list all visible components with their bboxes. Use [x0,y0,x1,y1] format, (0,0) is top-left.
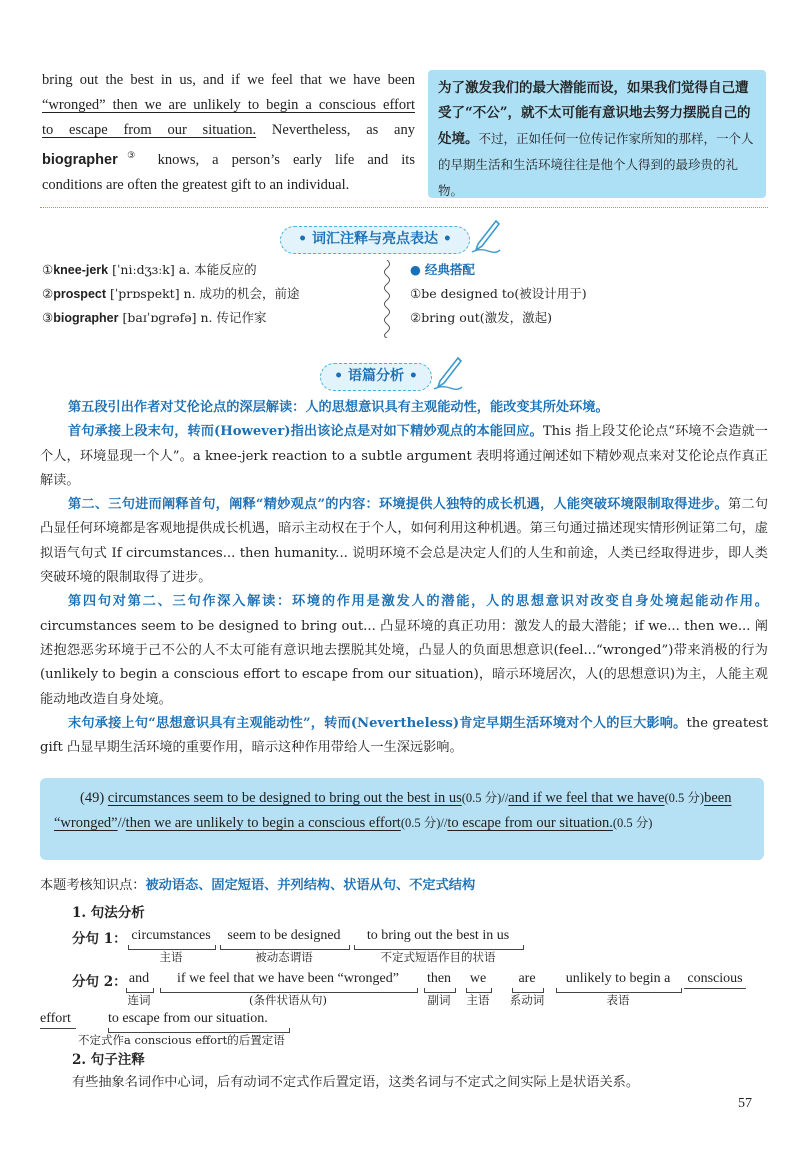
analysis-paragraph [40,712,768,761]
passage-line [42,93,415,118]
clause-label: 不定式作a conscious effort的后置定语 [78,1033,285,1047]
clause-part: effort [40,1011,71,1026]
translation-rest: 不过，正如任何一位传记作家所知的那样，一个人的早期生活和生活环境往往是他个人得到的最珍贵的礼物。 [438,131,754,198]
analysis-highlight: 第四句对第二、三句作深入解读：环境的作用是激发人的潜能，人的思想意识对改变自身处境起能动作用。 [68,594,768,610]
clause-part: if we feel that we have been “wronged” [177,971,399,986]
score: (0.5 分) [664,791,705,805]
pen-icon [470,218,502,254]
vocab-word: prospect [53,287,107,301]
analysis-body: 第二句凸显任何环境都是客观地提供成长机遇，暗示主动权在于个人，如何利用这种机遇。第三句通过描述现实情形例证第二句，虚拟语气句式 If circumstances... then humanity... 说明环境不会总是决定人们的人生和前途，人类已经取得进步，即人类突破环境的限制取得了进步。 [40,497,769,586]
clause-1-label: 分句 1： [72,931,127,947]
passage-line [42,143,415,173]
analysis-body: the greatest gift 凸显早期生活环境的重要作用，暗示这种作用带给人一生深远影响。 [40,715,768,756]
vocab-definition: [ˈprɒspekt] n. 成功的机会，前途 [106,286,300,301]
collocation-item: ①be designed to(被设计用于) [410,286,587,301]
analysis-highlight: 末句承接上句“思想意识具有主观能动性”，转而(Nevertheless)肯定早期生活环境对个人的巨大影响。 [68,715,687,731]
page-number: 57 [738,1096,752,1111]
analysis-banner [320,363,432,391]
section-divider [40,207,768,208]
banner-title: • 语篇分析 • [334,368,418,384]
score: (0.5 分)// [400,816,448,830]
passage-line: conditions are often the greatest gift to an individual. [42,176,350,193]
underlined-phrase: “wronged” then we are unlikely to begin a conscious effort [42,97,415,113]
score: (0.5 分) [612,816,653,830]
clause-label: 系动词 [509,993,545,1007]
clause-label: 副词 [427,993,451,1007]
clause-part: to escape from our situation. [108,1011,268,1026]
vocab-item [42,258,372,282]
translation-box [428,70,766,198]
vocab-word: biographer [53,311,119,325]
clause-label: 连词 [127,993,151,1007]
vocab-item [42,306,372,330]
vocab-item [42,282,372,306]
clause-part: then [426,971,452,986]
clause-part: are [518,971,536,986]
notes-heading: 2. 句子注释 [72,1052,145,1068]
answer-segment: circumstances seem to be designed to bring out the best in us [107,790,462,806]
clause-label: (条件状语从句) [249,993,327,1007]
item-number: ① [42,262,54,277]
score: (0.5 分)// [461,791,509,805]
analysis-highlight: 第五段引出作者对艾伦论点的深层解读：人的思想意识具有主观能动性，能改变其所处环境。 [68,400,609,415]
analysis-paragraph [40,420,768,493]
passage-line: bring out the best in us, and if we feel that we have been [42,72,415,88]
answer-segment: then we are unlikely to begin a conscious effort [125,815,401,831]
item-number: ② [42,286,54,301]
text-span: Nevertheless, as any [256,122,415,138]
collocation-item: ②bring out(激发，激起) [410,310,553,325]
analysis-paragraph [40,493,768,590]
underlined-phrase: to escape from our situation. [42,122,257,138]
item-number: ③ [42,310,54,325]
analysis-highlight: 第二、三句进而阐释首句，阐释“精妙观点”的内容：环境提供人独特的成长机遇，人能突破环境限制取得进步。 [68,497,728,513]
answer-segment: to escape from our situation. [447,815,613,831]
text-span: knows, a person’s early life and its [144,151,415,168]
syntax-heading: 1. 句法分析 [72,905,145,921]
vocab-list [42,258,372,330]
vocab-definition: [baɪˈɒɡrəfə] n. 传记作家 [118,310,267,325]
clause-part: unlikely to begin a [565,971,671,986]
question-number: (49) [80,790,108,806]
clause-2-label: 分句 2： [72,974,127,990]
vocab-definition: [ˈniːdʒɜːk] a. 本能反应的 [108,262,257,277]
analysis-paragraph [40,396,768,420]
footnote-marker: ③ [117,150,145,160]
clause-part: to bring out the best in us [366,928,510,943]
banner-title: • 词汇注释与亮点表达 • [298,231,452,247]
pen-icon [432,355,464,391]
analysis-body: This 指上段艾伦论点“环境不会造就一个人，环境显现一个人”。a knee-jerk reaction to a subtle argument 表明将通过阐述如下精妙观点来对艾伦论点作真正解读。 [40,424,768,488]
collocations-header [410,258,750,282]
clause-label: 主语 [466,993,490,1007]
collocations-title: 经典搭配 [424,263,475,277]
clause-part: circumstances [131,928,211,943]
clause-part: we [469,971,487,986]
analysis-paragraph [40,590,768,711]
vocab-word: biographer [42,151,118,168]
collocations [410,258,750,330]
clause-label: 被动态谓语 [255,950,313,964]
answer-box [40,778,764,860]
bullet-icon: ● [410,262,421,277]
clause-label: 表语 [606,993,630,1007]
analysis-text [40,396,768,760]
vocab-word: knee-jerk [53,263,109,277]
analysis-body: circumstances seem to be designed to bring out... 凸显环境的真正功用：激发人的最大潜能；if we... then we... 阐述抱怨恶劣环境于己不公的人不太可能有意识地去摆脱其处境，凸显人的负面思想意识(feel...“wronged”)带来消极的行为(unlikely to begin a conscious effort to escape from our situation)，暗示环境居次，人(的思想意识)为主，人能主观能动地改造自身处境。 [40,618,768,707]
clause-part: conscious [687,971,743,986]
knowledge-label: 本题考核知识点： [40,878,146,893]
separator: // [117,815,126,831]
knowledge-list: 被动语态、固定短语、并列结构、状语从句、不定式结构 [145,878,476,893]
passage-line [42,118,415,143]
vocab-banner [280,226,470,254]
answer-segment: been “wronged” [54,790,732,831]
clause-part: and [128,971,150,986]
underline [684,988,746,989]
note-text: 有些抽象名词作中心词，后有动词不定式作后置定语，这类名词与不定式之间实际上是状语关系。 [72,1075,640,1090]
passage-excerpt [42,68,415,198]
knowledge-points [40,875,475,897]
answer-segment: and if we feel that we have [508,790,665,806]
clause-part: seem to be designed [227,928,341,943]
analysis-highlight: 首句承接上段末句，转而(However)指出该论点是对如下精妙观点的本能回应。 [68,424,543,440]
wavy-divider [382,260,392,338]
clause-label: 主语 [159,950,183,964]
clause-label: 不定式短语作目的状语 [380,950,496,964]
translation-highlight: 为了激发我们的最大潜能而设，如果我们觉得自己遭受了“不公”，就不太可能有意识地去努力摆脱自己的处境。 [438,80,751,147]
underline [40,1028,76,1029]
